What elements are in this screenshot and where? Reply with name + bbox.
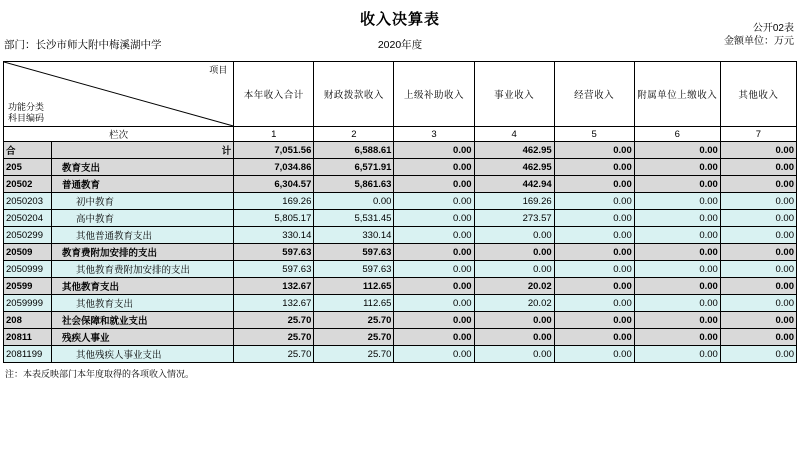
footer-note: 注：本表反映部门本年度取得的各项收入情况。 <box>5 369 195 379</box>
row-value-5: 0.00 <box>634 159 720 176</box>
row-value-3: 442.94 <box>474 176 554 193</box>
column-number-1: 2 <box>314 127 394 142</box>
row-name: 初中教育 <box>52 193 234 210</box>
row-code: 2050999 <box>4 261 52 278</box>
row-value-1: 597.63 <box>314 244 394 261</box>
row-value-5: 0.00 <box>634 295 720 312</box>
row-value-2: 0.00 <box>394 329 474 346</box>
row-value-1: 597.63 <box>314 261 394 278</box>
row-value-5: 0.00 <box>634 346 720 363</box>
row-value-6: 0.00 <box>720 312 796 329</box>
row-value-0: 169.26 <box>234 193 314 210</box>
row-name: 其他残疾人事业支出 <box>52 346 234 363</box>
row-value-2: 0.00 <box>394 227 474 244</box>
column-number-5: 6 <box>634 127 720 142</box>
row-value-3: 273.57 <box>474 210 554 227</box>
row-value-0: 6,304.57 <box>234 176 314 193</box>
row-value-4: 0.00 <box>554 142 634 159</box>
row-value-2: 0.00 <box>394 142 474 159</box>
row-value-5: 0.00 <box>634 261 720 278</box>
row-value-2: 0.00 <box>394 244 474 261</box>
row-value-4: 0.00 <box>554 193 634 210</box>
row-value-0: 7,034.86 <box>234 159 314 176</box>
row-code: 20509 <box>4 244 52 261</box>
row-value-1: 0.00 <box>314 193 394 210</box>
column-header-0: 本年收入合计 <box>234 62 314 127</box>
column-header-5: 附属单位上缴收入 <box>634 62 720 127</box>
row-value-0: 132.67 <box>234 295 314 312</box>
row-value-3: 0.00 <box>474 312 554 329</box>
row-name: 高中教育 <box>52 210 234 227</box>
row-value-4: 0.00 <box>554 295 634 312</box>
row-name: 其他普通教育支出 <box>52 227 234 244</box>
row-value-4: 0.00 <box>554 329 634 346</box>
department-label: 部门： <box>4 39 36 51</box>
row-value-6: 0.00 <box>720 244 796 261</box>
row-value-5: 0.00 <box>634 227 720 244</box>
table-row <box>4 261 797 278</box>
row-name: 普通教育 <box>52 176 234 193</box>
corner-label-bottom <box>8 102 44 124</box>
row-value-5: 0.00 <box>634 210 720 227</box>
table-row <box>4 329 797 346</box>
column-header-4: 经营收入 <box>554 62 634 127</box>
row-code: 2050203 <box>4 193 52 210</box>
row-value-4: 0.00 <box>554 261 634 278</box>
column-number-0: 1 <box>234 127 314 142</box>
row-value-1: 5,531.45 <box>314 210 394 227</box>
form-code: 公开02表 <box>752 23 794 34</box>
row-value-3: 20.02 <box>474 278 554 295</box>
table-header-row <box>4 62 797 127</box>
table-row <box>4 346 797 363</box>
row-value-4: 0.00 <box>554 312 634 329</box>
row-value-2: 0.00 <box>394 295 474 312</box>
page-title: 收入决算表 <box>359 11 440 28</box>
table-row <box>4 193 797 210</box>
row-code: 20599 <box>4 278 52 295</box>
row-value-2: 0.00 <box>394 159 474 176</box>
table-body <box>4 142 797 363</box>
fiscal-year: 2020年度 <box>377 39 423 51</box>
row-value-3: 462.95 <box>474 142 554 159</box>
row-value-4: 0.00 <box>554 227 634 244</box>
row-value-6: 0.00 <box>720 346 796 363</box>
row-value-0: 25.70 <box>234 346 314 363</box>
row-value-2: 0.00 <box>394 176 474 193</box>
row-value-2: 0.00 <box>394 261 474 278</box>
row-value-6: 0.00 <box>720 193 796 210</box>
row-code: 208 <box>4 312 52 329</box>
row-code: 20811 <box>4 329 52 346</box>
row-value-1: 25.70 <box>314 329 394 346</box>
row-value-6: 0.00 <box>720 210 796 227</box>
row-value-4: 0.00 <box>554 210 634 227</box>
row-value-6: 0.00 <box>720 295 796 312</box>
department-name: 长沙市师大附中梅溪湖中学 <box>35 39 162 51</box>
amount-unit: 金额单位：万元 <box>724 36 794 47</box>
row-value-3: 0.00 <box>474 329 554 346</box>
column-number-4: 5 <box>554 127 634 142</box>
table-row <box>4 295 797 312</box>
column-header-1: 财政拨款收入 <box>314 62 394 127</box>
row-value-2: 0.00 <box>394 210 474 227</box>
table-row <box>4 176 797 193</box>
row-value-0: 25.70 <box>234 329 314 346</box>
table-row <box>4 210 797 227</box>
corner-label-line1: 功能分类 <box>8 102 45 112</box>
row-value-0: 25.70 <box>234 312 314 329</box>
row-value-6: 0.00 <box>720 176 796 193</box>
column-number-2: 3 <box>394 127 474 142</box>
row-code: 205 <box>4 159 52 176</box>
row-name: 计 <box>52 142 234 159</box>
row-value-1: 25.70 <box>314 346 394 363</box>
row-value-5: 0.00 <box>634 329 720 346</box>
row-value-1: 6,588.61 <box>314 142 394 159</box>
row-value-4: 0.00 <box>554 278 634 295</box>
row-code: 2050204 <box>4 210 52 227</box>
row-code: 合 <box>4 142 52 159</box>
row-value-5: 0.00 <box>634 278 720 295</box>
row-code: 2081199 <box>4 346 52 363</box>
row-name: 教育支出 <box>52 159 234 176</box>
row-code: 2050299 <box>4 227 52 244</box>
row-value-1: 5,861.63 <box>314 176 394 193</box>
report-meta-row <box>0 31 800 61</box>
row-value-3: 0.00 <box>474 261 554 278</box>
row-name: 残疾人事业 <box>52 329 234 346</box>
row-value-3: 169.26 <box>474 193 554 210</box>
row-value-2: 0.00 <box>394 346 474 363</box>
row-value-6: 0.00 <box>720 159 796 176</box>
row-value-0: 597.63 <box>234 244 314 261</box>
row-value-5: 0.00 <box>634 244 720 261</box>
row-value-1: 25.70 <box>314 312 394 329</box>
row-name: 教育费附加安排的支出 <box>52 244 234 261</box>
row-code: 20502 <box>4 176 52 193</box>
table-row <box>4 312 797 329</box>
row-value-4: 0.00 <box>554 346 634 363</box>
row-label-header: 栏次 <box>4 127 234 142</box>
row-name: 社会保障和就业支出 <box>52 312 234 329</box>
corner-label-line2: 科目编码 <box>8 113 45 123</box>
row-value-2: 0.00 <box>394 278 474 295</box>
column-number-6: 7 <box>720 127 796 142</box>
row-value-2: 0.00 <box>394 193 474 210</box>
row-value-0: 330.14 <box>234 227 314 244</box>
row-value-6: 0.00 <box>720 227 796 244</box>
row-value-3: 20.02 <box>474 295 554 312</box>
header-corner-cell <box>4 62 234 127</box>
column-number-3: 4 <box>474 127 554 142</box>
row-value-3: 0.00 <box>474 346 554 363</box>
corner-label-top: 项目 <box>209 65 228 75</box>
table-row <box>4 227 797 244</box>
row-value-6: 0.00 <box>720 329 796 346</box>
row-value-3: 462.95 <box>474 159 554 176</box>
row-name: 其他教育支出 <box>52 278 234 295</box>
column-header-3: 事业收入 <box>474 62 554 127</box>
row-value-5: 0.00 <box>634 176 720 193</box>
table-row-total <box>4 142 797 159</box>
row-code: 2059999 <box>4 295 52 312</box>
row-name: 其他教育费附加安排的支出 <box>52 261 234 278</box>
table-row <box>4 159 797 176</box>
row-value-2: 0.00 <box>394 312 474 329</box>
table-row <box>4 244 797 261</box>
table-row <box>4 278 797 295</box>
row-value-6: 0.00 <box>720 142 796 159</box>
column-number-row <box>4 127 797 142</box>
row-value-5: 0.00 <box>634 193 720 210</box>
row-value-3: 0.00 <box>474 227 554 244</box>
row-value-0: 7,051.56 <box>234 142 314 159</box>
row-value-0: 132.67 <box>234 278 314 295</box>
row-value-0: 5,805.17 <box>234 210 314 227</box>
row-name: 其他教育支出 <box>52 295 234 312</box>
column-header-6: 其他收入 <box>720 62 796 127</box>
row-value-4: 0.00 <box>554 176 634 193</box>
row-value-1: 330.14 <box>314 227 394 244</box>
row-value-6: 0.00 <box>720 261 796 278</box>
row-value-1: 112.65 <box>314 295 394 312</box>
row-value-1: 6,571.91 <box>314 159 394 176</box>
column-header-2: 上级补助收入 <box>394 62 474 127</box>
income-final-accounts-table <box>3 61 797 363</box>
row-value-1: 112.65 <box>314 278 394 295</box>
row-value-0: 597.63 <box>234 261 314 278</box>
row-value-6: 0.00 <box>720 278 796 295</box>
row-value-5: 0.00 <box>634 142 720 159</box>
row-value-5: 0.00 <box>634 312 720 329</box>
row-value-4: 0.00 <box>554 159 634 176</box>
row-value-4: 0.00 <box>554 244 634 261</box>
row-value-3: 0.00 <box>474 244 554 261</box>
